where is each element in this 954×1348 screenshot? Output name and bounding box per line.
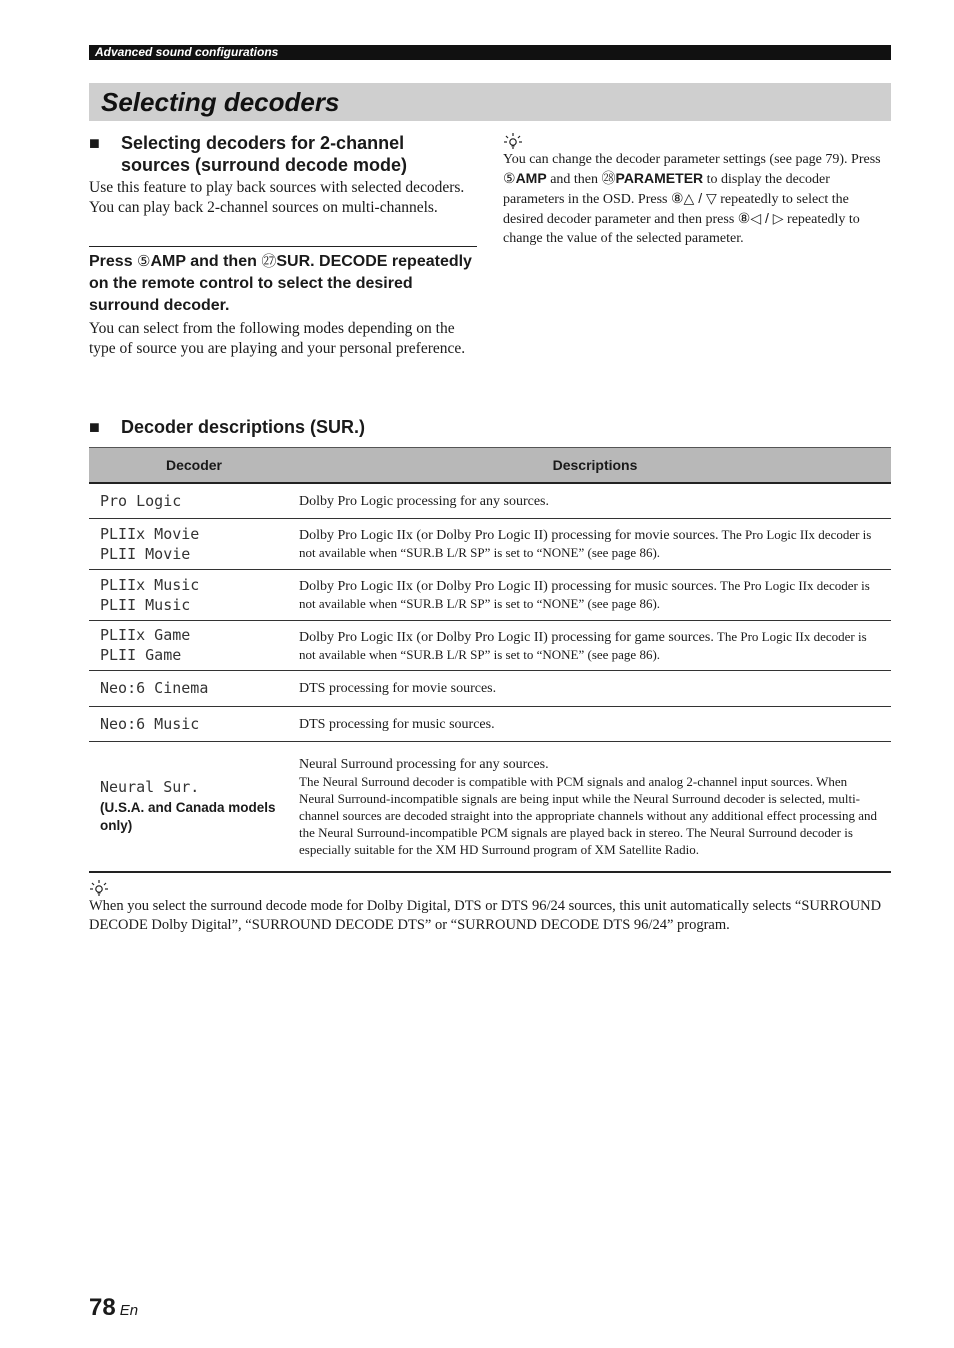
description-extra: The Pro Logic IIx decoder is not available when “SUR.B L/R SP” is set to “NONE” (see page 86). — [299, 527, 872, 560]
table-row — [89, 518, 891, 569]
description-main: DTS processing for music sources. — [299, 716, 495, 732]
amp-key: AMP — [150, 253, 186, 270]
decoder-name: PLIIx Music — [100, 575, 200, 594]
description-cell — [299, 620, 891, 670]
table-row — [89, 670, 891, 706]
descriptions-heading-text: Decoder descriptions (SUR.) — [121, 417, 366, 437]
description-main: Dolby Pro Logic processing for any sources. — [299, 493, 550, 509]
description-cell — [299, 483, 891, 518]
decoder-name: Neural Sur. — [100, 778, 200, 797]
page-language: En — [119, 1302, 139, 1319]
decoder-cell — [89, 706, 299, 741]
description-main: Dolby Pro Logic IIx (or Dolby Pro Logic II) processing for movie sources. — [299, 528, 719, 543]
amp-key: AMP — [515, 170, 547, 186]
button-number-28: ㉘ — [601, 170, 616, 186]
decoder-name: Neo:6 Music — [100, 714, 200, 733]
up-down-arrows-icon: △ / ▽ — [683, 190, 717, 206]
tip-part-3: to display the decoder parameters in the OSD. Press — [503, 172, 830, 207]
tip-part-5: repeatedly to change the value of the selected parameter. — [503, 212, 860, 246]
table-row — [89, 620, 891, 670]
model-availability-note: (U.S.A. and Canada models only) — [100, 800, 276, 834]
followup-paragraph: You can select from the following modes depending on the type of source you are playing and your personal preference. — [89, 320, 466, 357]
heading-line-1: Selecting decoders for 2-channel — [121, 133, 405, 153]
description-main: Dolby Pro Logic IIx (or Dolby Pro Logic II) processing for game sources. — [299, 629, 714, 645]
decoder-name: Pro Logic — [100, 491, 182, 510]
decoder-cell — [89, 741, 299, 872]
table-row — [89, 569, 891, 620]
instr-and-then: and then — [185, 253, 262, 270]
lightbulb-tip-icon — [89, 879, 109, 897]
section-header-bar — [89, 45, 891, 60]
button-number-5: ⑤ — [503, 170, 516, 186]
decoder-name-alt: PLII Music — [100, 595, 191, 614]
instruction-step — [89, 251, 477, 317]
description-cell — [299, 518, 891, 569]
bottom-tip-text: When you select the surround decode mode for Dolby Digital, DTS or DTS 96/24 sources, this unit automatically selects “SURROUND DECODE Dolby Digital”, “SURROUND DECODE DTS” or “SURROUND DECODE DTS 96/24” program. — [89, 898, 882, 933]
bullet-square-icon: ■ — [89, 133, 100, 153]
table-row — [89, 706, 891, 741]
heading-line-2: sources (surround decode mode) — [121, 155, 408, 175]
button-number-5: ⑤ — [137, 253, 151, 270]
decoder-name-alt: PLII Movie — [100, 544, 191, 563]
decoder-descriptions-heading-wrap — [89, 416, 891, 438]
decoder-name: PLIIx Movie — [100, 524, 200, 543]
description-main: Neural Surround processing for any sources. — [299, 756, 549, 772]
parameter-key: PARAMETER — [615, 170, 704, 186]
decoder-name-alt: PLII Game — [100, 646, 182, 664]
description-cell — [299, 741, 891, 872]
page-footer — [89, 1294, 138, 1322]
decoder-table — [89, 447, 891, 873]
left-right-arrows-icon: ◁ / ▷ — [750, 210, 784, 226]
button-number-8-second: ⑧ — [737, 210, 751, 226]
description-extra: The Pro Logic IIx decoder is not available when “SUR.B L/R SP” is set to “NONE” (see page 86). — [299, 578, 870, 611]
description-cell — [299, 670, 891, 706]
lightbulb-tip-icon — [503, 132, 523, 150]
column-header-decoder: Decoder — [89, 448, 299, 484]
button-number-27: ㉗ — [261, 253, 277, 270]
tip-part-4: repeatedly to select the desired decoder parameter and then press — [503, 192, 849, 227]
decoder-cell — [89, 670, 299, 706]
instr-press: Press — [89, 253, 138, 270]
section-heading-decode-mode — [89, 132, 477, 176]
decoder-cell — [89, 483, 299, 518]
description-main: DTS processing for movie sources. — [299, 681, 497, 696]
description-extra: The Pro Logic IIx decoder is not available when “SUR.B L/R SP” is set to “NONE” (see page 86). — [299, 628, 867, 662]
tip-text — [503, 150, 891, 248]
page-number: 78 — [89, 1294, 116, 1321]
instr-rest: repeatedly on the remote control to select the desired surround decoder. — [89, 253, 472, 314]
divider — [89, 246, 477, 247]
decoder-cell — [89, 518, 299, 569]
page-title: Selecting decoders — [101, 87, 340, 117]
title-bar — [89, 83, 891, 121]
description-extra: The Neural Surround decoder is compatible with PCM signals and analog 2-channel input sources. When Neural Surround-incompatible signals are being input while the Neural Surround decoder is selected, multi-channel sources are decoded straight into the appropriate channels without any additional effect processing and the Neural Surround-incompatible PCM signals are played back in stereo. The Neural Surround decoder is especially suitable for the XM HD Surround program of XM Satellite Radio. — [299, 773, 878, 857]
button-number-8: ⑧ — [670, 190, 684, 206]
sur-decode-key: SUR. DECODE — [276, 253, 388, 270]
decoder-name: PLIIx Game — [100, 626, 191, 644]
decoder-cell — [89, 569, 299, 620]
tip-box — [503, 132, 891, 248]
description-cell — [299, 569, 891, 620]
decoder-name: Neo:6 Cinema — [100, 679, 209, 697]
description-cell — [299, 706, 891, 741]
section-heading-descriptions — [89, 416, 891, 438]
table-header-row — [89, 448, 891, 484]
left-column — [89, 132, 477, 359]
section-header-text: Advanced sound configurations — [95, 45, 279, 59]
bottom-tip — [89, 879, 891, 935]
decoder-cell — [89, 620, 299, 670]
bullet-square-icon: ■ — [89, 417, 100, 437]
column-header-descriptions: Descriptions — [299, 448, 891, 484]
tip-part-1: You can change the decoder parameter settings (see page 79). Press — [503, 152, 881, 167]
table-row — [89, 483, 891, 518]
table-row — [89, 741, 891, 872]
tip-part-2: and then — [546, 172, 602, 187]
description-main: Dolby Pro Logic IIx (or Dolby Pro Logic II) processing for music sources. — [299, 579, 717, 594]
intro-paragraph: Use this feature to play back sources with selected decoders. You can play back 2-channel sources on multi-channels. — [89, 179, 465, 216]
